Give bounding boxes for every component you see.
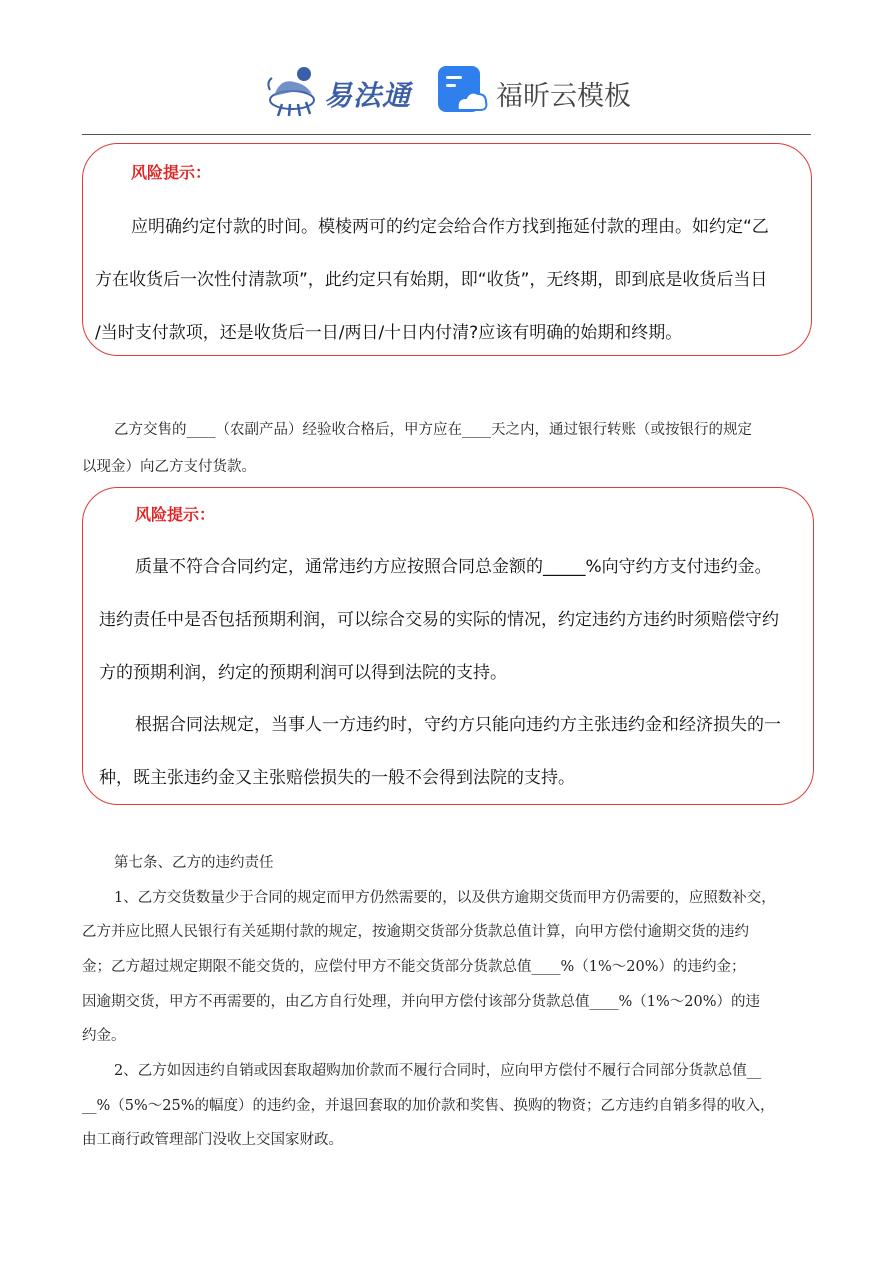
article-line: 乙方并应比照人民银行有关延期付款的规定，按逾期交货部分货款总值计算，向甲方偿付逾期交货的违约 (82, 924, 749, 940)
article-line: 由工商行政管理部门没收上交国家财政。 (82, 1132, 343, 1148)
risk-warning-line: /当时支付款项，还是收货后一日/两日/十日内付清?应该有明确的始期和终期。 (95, 323, 683, 343)
article-line: __%（5%～25%的幅度）的违约金，并退回套取的加价款和奖售、换购的物资；乙方违约自销多得的收入， (82, 1098, 775, 1114)
article-line: 金；乙方超过规定期限不能交货的，应偿付甲方不能交货部分货款总值____%（1%～20%）的违约金； (82, 959, 746, 975)
foxit-logo-text: 福昕云模板 (496, 81, 631, 112)
yifatong-logo-text: 易法通 (324, 79, 412, 112)
risk-warning-line: 违约责任中是否包括预期利润，可以综合交易的实际的情况，约定违约方违约时须赔偿守约 (99, 610, 779, 630)
foxit-cloud-template-logo (436, 64, 636, 120)
risk-warning-line: 质量不符合合同约定，通常违约方应按照合同总金额的_____%向守约方支付违约金。 (135, 557, 772, 577)
risk-warning-box-payment (82, 143, 812, 356)
article-line: 约金。 (82, 1028, 126, 1044)
risk-warning-line: 种，既主张违约金又主张赔偿损失的一般不会得到法院的支持。 (99, 768, 575, 788)
risk-warning-line: 根据合同法规定，当事人一方违约时，守约方只能向违约方主张违约金和经济损失的一 (135, 715, 781, 735)
article-line: 1、乙方交货数量少于合同的规定而甲方仍然需要的，以及供方逾期交货而甲方仍需要的，应照数补交， (114, 890, 776, 906)
article-line: 2、乙方如因违约自销或因套取超购加价款而不履行合同时，应向甲方偿付不履行合同部分货款总值__ (114, 1063, 762, 1079)
risk-warning-title: 风险提示： (131, 163, 212, 182)
document-cloud-icon (436, 64, 488, 116)
header-divider (82, 134, 811, 135)
payment-clause-line: 以现金）向乙方支付货款。 (82, 459, 256, 475)
article-line: 因逾期交货，甲方不再需要的，由乙方自行处理，并向甲方偿付该部分货款总值____%（1%～20%）的违 (82, 994, 761, 1010)
risk-warning-line: 应明确约定付款的时间。模棱两可的约定会给合作方找到拖延付款的理由。如约定“乙 (131, 217, 769, 237)
article-heading: 第七条、乙方的违约责任 (114, 855, 274, 871)
document-header (0, 52, 893, 132)
risk-warning-line: 方的预期利润，约定的预期利润可以得到法院的支持。 (99, 663, 507, 683)
risk-warning-line: 方在收货后一次性付清款项”，此约定只有始期，即“收货”，无终期，即到底是收货后当日 (95, 270, 768, 290)
risk-warning-title: 风险提示： (135, 505, 216, 524)
payment-clause-line: 乙方交售的____（农副产品）经验收合格后，甲方应在____天之内，通过银行转账（或按银行的规定 (114, 422, 752, 438)
yifatong-logo (262, 60, 412, 120)
qilin-icon (262, 60, 322, 120)
risk-warning-box-liability (82, 487, 814, 805)
